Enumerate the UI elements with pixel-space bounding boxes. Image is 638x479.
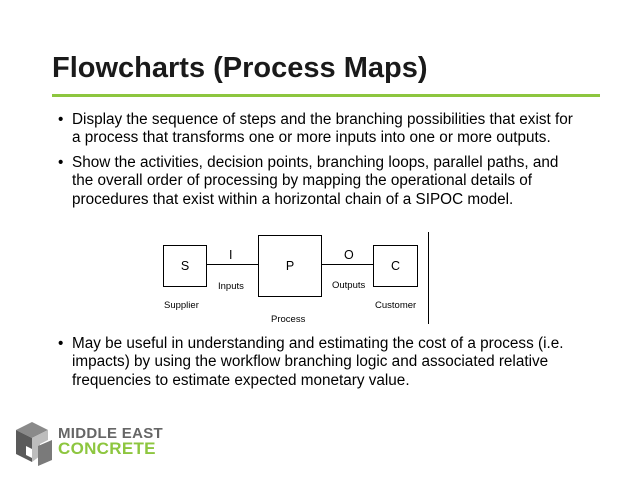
company-logo-icon: [12, 418, 58, 475]
input-letter: I: [229, 248, 233, 262]
bullet-line: Show the activities, decision points, branching loops, parallel paths, and: [72, 154, 559, 171]
bullet-line: the overall order of processing by mapping the operational details of: [72, 172, 533, 190]
supplier-box: [163, 245, 207, 287]
process-label: Process: [271, 314, 306, 325]
bullet-line: frequencies to estimate expected monetary value.: [72, 371, 410, 389]
process-box: [258, 235, 322, 297]
logo-line-2: CONCRETE: [58, 439, 156, 458]
bullet-line: Display the sequence of steps and the branching possibilities that exist for: [72, 111, 573, 128]
bullet-item: [58, 335, 603, 390]
inputs-label: Inputs: [218, 281, 244, 292]
supplier-label: Supplier: [164, 300, 199, 311]
title-underline: [52, 94, 600, 97]
diagram-divider: [428, 232, 429, 324]
outputs-label: Outputs: [332, 280, 366, 291]
supplier-box-label: S: [180, 259, 190, 273]
input-connector: [205, 264, 258, 265]
output-connector: [320, 264, 373, 265]
bullet-line: impacts) by using the workflow branching logic and associated relative: [72, 353, 549, 371]
bullet-item: [58, 111, 603, 148]
process-box-label: P: [285, 259, 295, 273]
output-letter: O: [344, 248, 354, 262]
bullet-item: [58, 154, 603, 209]
bullet-marker: •: [58, 335, 64, 352]
customer-box: [373, 245, 418, 287]
slide-title: Flowcharts (Process Maps): [52, 52, 428, 84]
bullet-line: May be useful in understanding and estimating the cost of a process (i.e.: [72, 335, 564, 352]
company-logo-text: [58, 426, 163, 456]
bullet-line: procedures that exist within a horizontal chain of a SIPOC model.: [72, 190, 514, 208]
bullet-line: a process that transforms one or more inputs into one or more outputs.: [72, 129, 551, 147]
customer-label: Customer: [375, 300, 417, 311]
bullet-marker: •: [58, 154, 64, 171]
customer-box-label: C: [390, 259, 401, 273]
logo-line-1: MIDDLE EAST: [58, 425, 163, 442]
bullet-marker: •: [58, 111, 64, 128]
